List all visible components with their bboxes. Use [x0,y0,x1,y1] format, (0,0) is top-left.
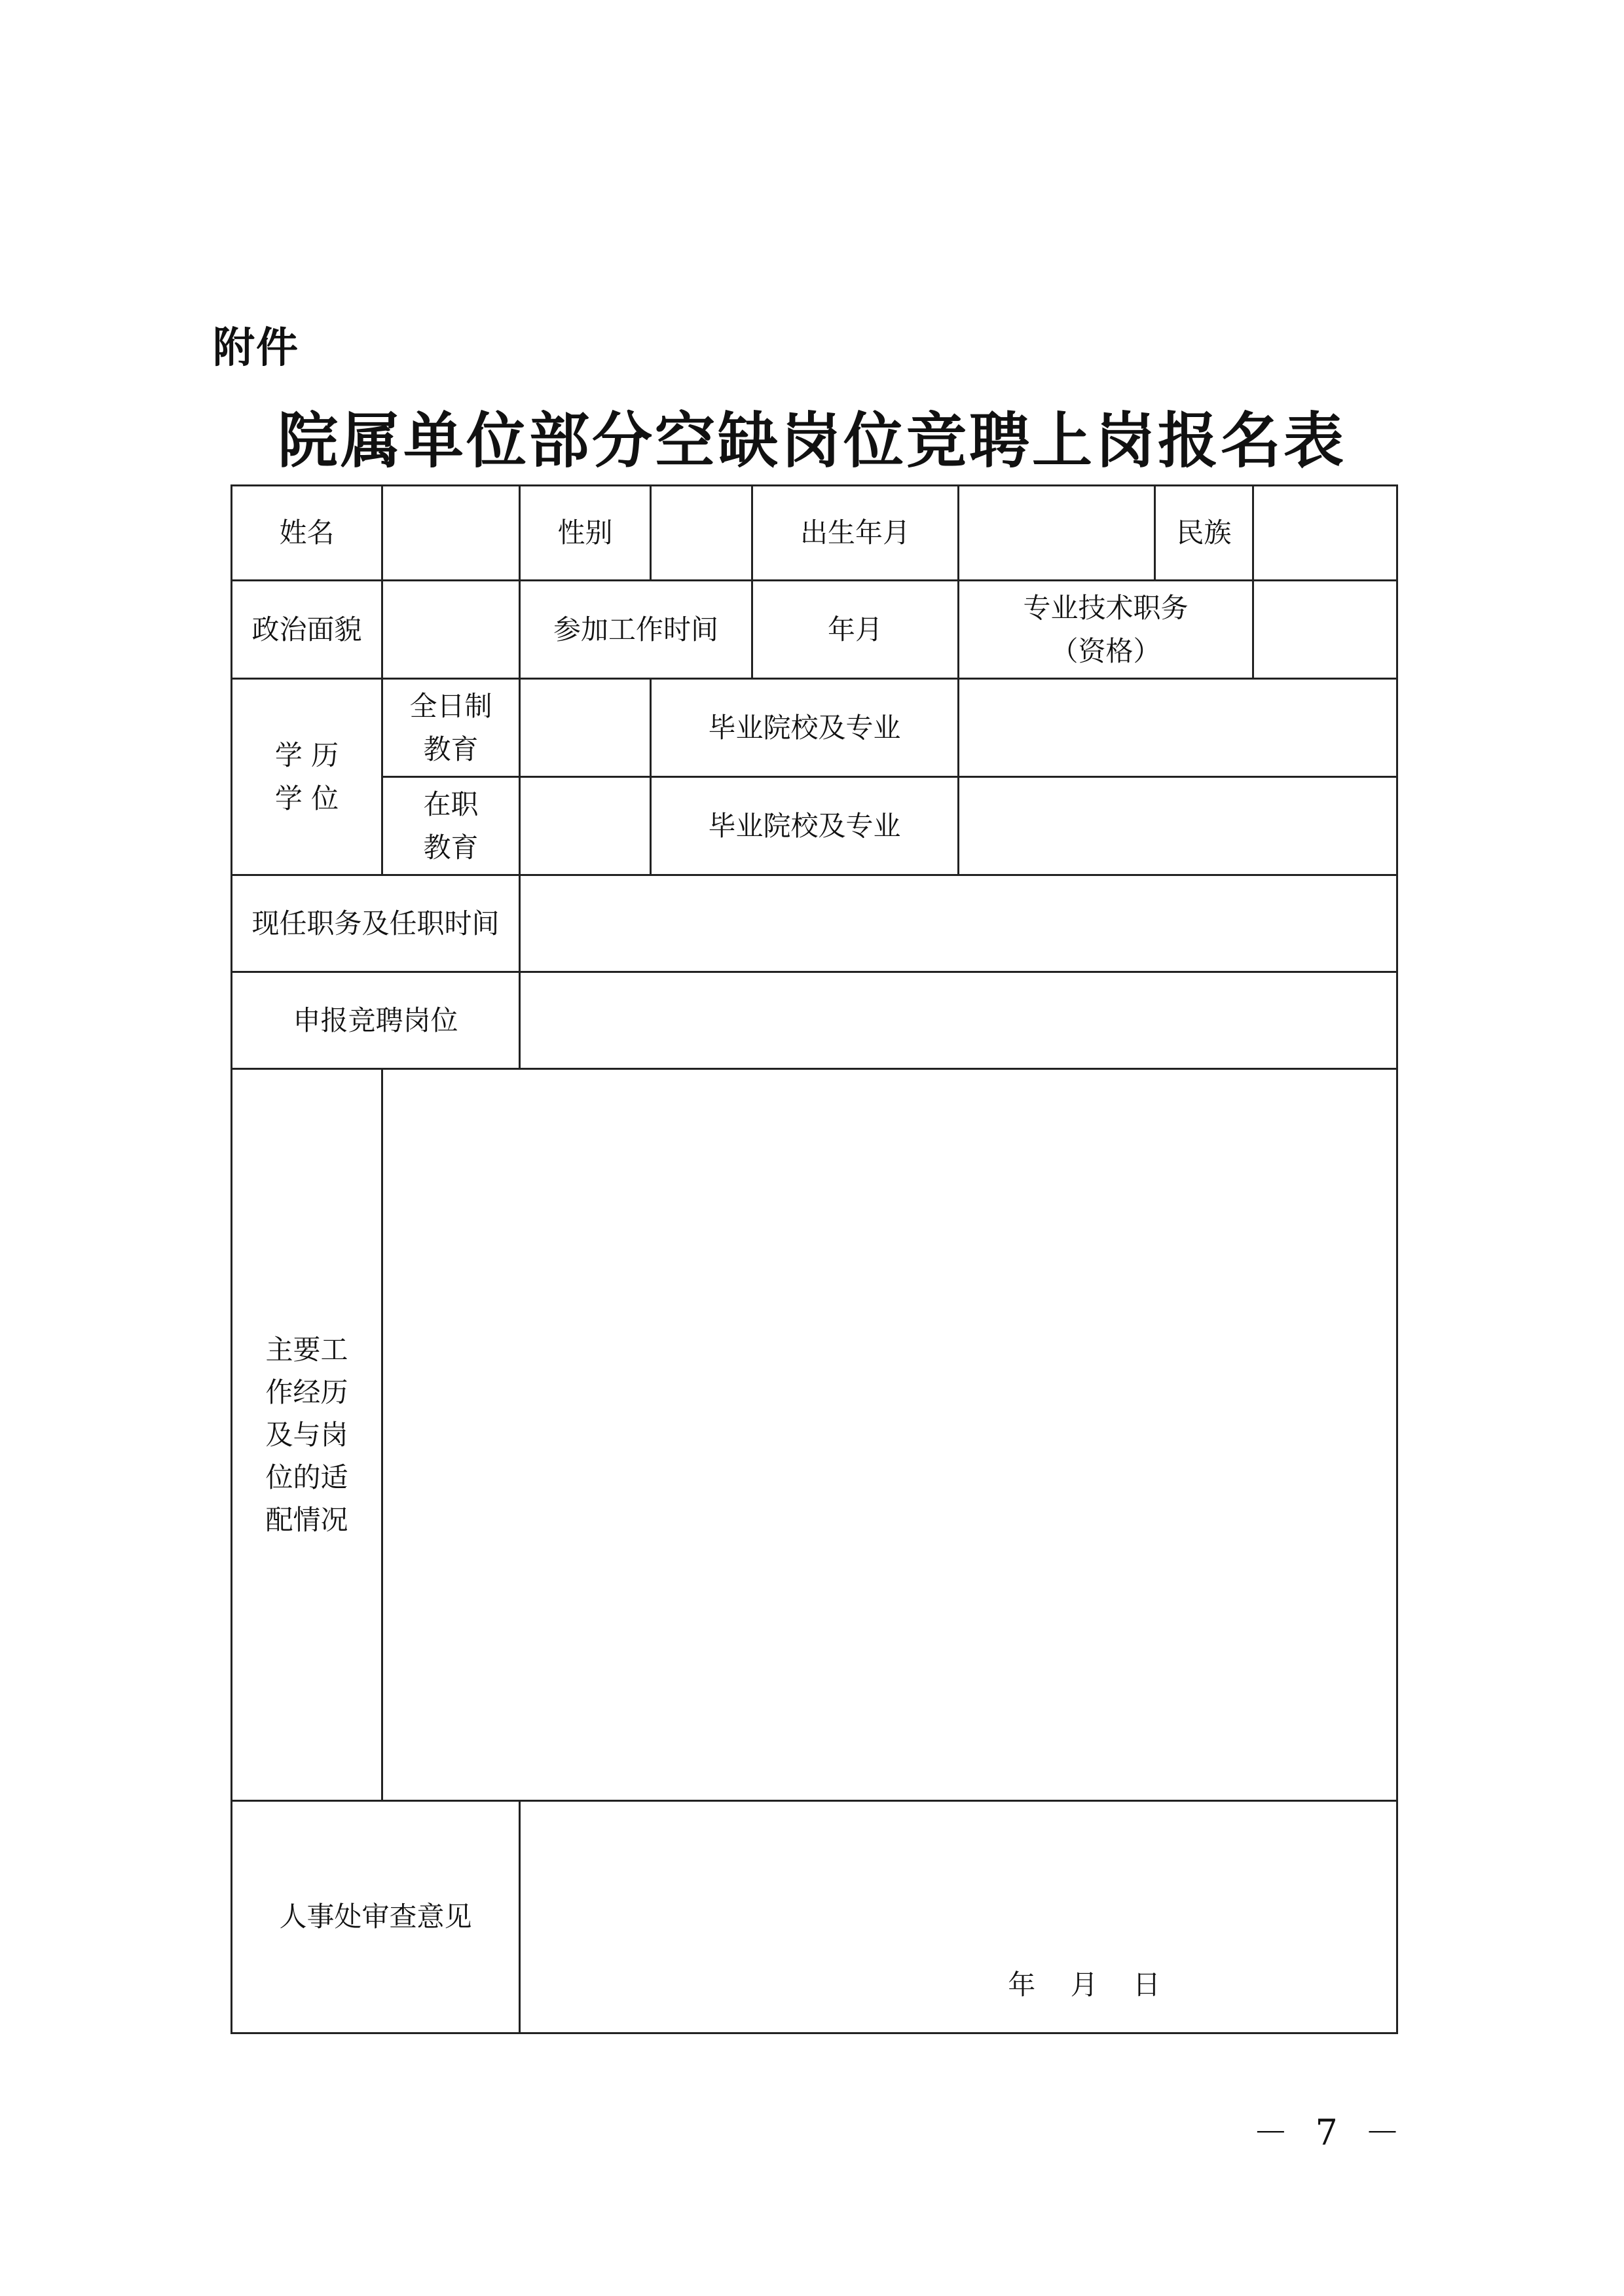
tech-title-line2: （资格） [1050,634,1161,667]
political-status-field[interactable] [382,581,520,679]
form-title: 院属单位部分空缺岗位竞聘上岗报名表 [277,405,1346,476]
experience-line: 配情况 [265,1504,348,1537]
experience-line: 位的适 [265,1461,348,1494]
attachment-label: 附件 [213,324,299,373]
fulltime-label [382,679,520,777]
birth-field[interactable] [959,486,1155,581]
inservice-line1: 在职 [423,788,479,821]
current-position-label: 现任职务及任职时间 [232,875,520,972]
tech-title-field[interactable] [1253,581,1397,679]
work-start-field[interactable]: 年月 [752,581,959,679]
hr-opinion-field[interactable] [520,1801,1397,2033]
current-position-field[interactable] [520,875,1397,972]
inservice-label [382,777,520,875]
gender-label: 性别 [520,486,651,581]
inservice-line2: 教育 [423,831,479,864]
ethnicity-field[interactable] [1253,486,1397,581]
experience-line: 主要工 [265,1333,348,1366]
education-label [232,679,382,875]
date-line: 年 月 日 [1008,1968,1160,2001]
gender-field[interactable] [651,486,752,581]
school-major-label-2: 毕业院校及专业 [651,777,959,875]
fulltime-line2: 教育 [423,733,479,765]
education-line2: 学 位 [274,782,339,814]
tech-title-label [959,581,1253,679]
experience-line: 作经历 [265,1376,348,1408]
fulltime-line1: 全日制 [409,690,492,723]
apply-position-field[interactable] [520,972,1397,1069]
education-line1: 学 历 [274,739,339,772]
school-major-field-1[interactable] [959,679,1397,777]
experience-label [232,1069,382,1801]
name-label: 姓名 [232,486,382,581]
hr-opinion-label: 人事处审查意见 [232,1801,520,2033]
ethnicity-label: 民族 [1155,486,1253,581]
apply-position-label: 申报竞聘岗位 [232,972,520,1069]
birth-label: 出生年月 [752,486,959,581]
tech-title-line1: 专业技术职务 [1023,592,1189,625]
name-field[interactable] [382,486,520,581]
registration-form [231,484,1398,2034]
school-major-label-1: 毕业院校及专业 [651,679,959,777]
school-major-field-2[interactable] [959,777,1397,875]
page-number: － 7 － [1253,2112,1408,2153]
experience-line: 及与岗 [265,1418,348,1451]
fulltime-degree-field[interactable] [520,679,651,777]
work-start-label: 参加工作时间 [520,581,752,679]
political-status-label: 政治面貌 [232,581,382,679]
experience-field[interactable] [382,1069,1397,1801]
inservice-degree-field[interactable] [520,777,651,875]
